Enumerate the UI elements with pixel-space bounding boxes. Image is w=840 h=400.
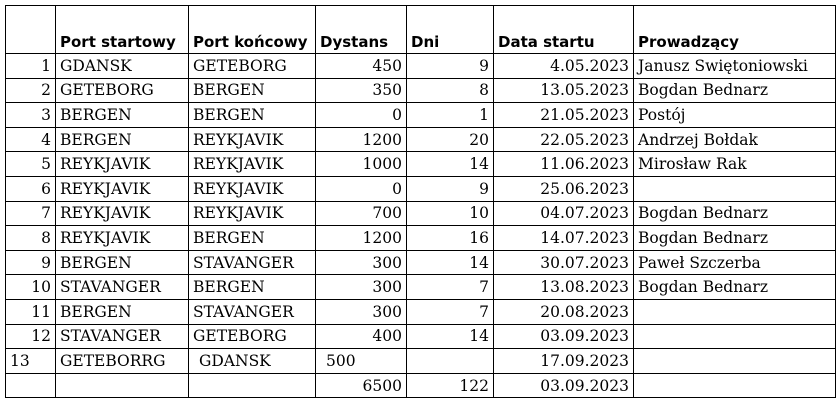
table-row: [6, 78, 836, 103]
cell-row-index: 1: [6, 54, 56, 79]
cell-days: 9: [407, 54, 494, 79]
cell-days: 14: [407, 152, 494, 177]
cell-distance: 300: [316, 299, 407, 324]
cell-row-index: 10: [6, 275, 56, 300]
cell-days: 14: [407, 250, 494, 275]
cell-start-date: 13.05.2023: [494, 78, 634, 103]
cell-start-port: GDANSK: [56, 54, 189, 79]
table-row: [6, 226, 836, 251]
cell-days: 20: [407, 127, 494, 152]
cell-start-date: 21.05.2023: [494, 103, 634, 128]
cell-days: 1: [407, 103, 494, 128]
cell-start-port: REYKJAVIK: [56, 201, 189, 226]
cell-start-port: REYKJAVIK: [56, 226, 189, 251]
cell-start-date: 4.05.2023: [494, 54, 634, 79]
cell-skipper: Mirosław Rak: [634, 152, 836, 177]
cell-skipper: [634, 324, 836, 349]
total-distance: 6500: [316, 373, 407, 398]
cell-start-date: 04.07.2023: [494, 201, 634, 226]
cell-start-port: BERGEN: [56, 250, 189, 275]
cell-end-port: STAVANGER: [189, 299, 316, 324]
total-days: 122: [407, 373, 494, 398]
cell-distance: 1200: [316, 127, 407, 152]
cell-row-index: 8: [6, 226, 56, 251]
cell-distance: 300: [316, 275, 407, 300]
cell-skipper: Paweł Szczerba: [634, 250, 836, 275]
cell-skipper: Bogdan Bednarz: [634, 78, 836, 103]
cell-row-index: 2: [6, 78, 56, 103]
header-skipper: Prowadzący: [634, 6, 836, 54]
cell-start-date: 20.08.2023: [494, 299, 634, 324]
header-days: Dni: [407, 6, 494, 54]
table-row: [6, 275, 836, 300]
cell-end-port: GETEBORG: [189, 54, 316, 79]
total-skipper: [634, 373, 836, 398]
cell-row-index: 7: [6, 201, 56, 226]
cell-start-port: BERGEN: [56, 103, 189, 128]
cell-days: 10: [407, 201, 494, 226]
cell-row-index: 13: [6, 349, 56, 374]
header-start-port: Port startowy: [56, 6, 189, 54]
cell-start-port: GETEBORRG: [56, 349, 189, 374]
total-start-port: [56, 373, 189, 398]
cell-days: 8: [407, 78, 494, 103]
cell-distance: 700: [316, 201, 407, 226]
cell-end-port: BERGEN: [189, 226, 316, 251]
cell-row-index: 9: [6, 250, 56, 275]
cell-distance: 0: [316, 176, 407, 201]
cell-start-date: 25.06.2023: [494, 176, 634, 201]
table-row: [6, 299, 836, 324]
cell-end-port: STAVANGER: [189, 250, 316, 275]
cell-row-index: 5: [6, 152, 56, 177]
cell-skipper: [634, 299, 836, 324]
cell-distance: 1000: [316, 152, 407, 177]
cell-distance: 0: [316, 103, 407, 128]
cell-days: 9: [407, 176, 494, 201]
table-row: [6, 349, 836, 374]
cell-start-date: 11.06.2023: [494, 152, 634, 177]
cell-start-port: STAVANGER: [56, 324, 189, 349]
cell-end-port: BERGEN: [189, 275, 316, 300]
table-row: [6, 176, 836, 201]
cell-start-port: REYKJAVIK: [56, 176, 189, 201]
cell-days: 7: [407, 299, 494, 324]
cell-distance: 450: [316, 54, 407, 79]
total-start-date: 03.09.2023: [494, 373, 634, 398]
header-row: [6, 6, 836, 54]
cell-start-port: GETEBORG: [56, 78, 189, 103]
total-row-index: [6, 373, 56, 398]
header-end-port: Port końcowy: [189, 6, 316, 54]
cell-end-port: REYKJAVIK: [189, 152, 316, 177]
cell-end-port: REYKJAVIK: [189, 176, 316, 201]
table-row: [6, 152, 836, 177]
table-row: [6, 127, 836, 152]
total-end-port: [189, 373, 316, 398]
voyage-table: [5, 5, 836, 398]
header-distance: Dystans: [316, 6, 407, 54]
cell-skipper: Andrzej Bołdak: [634, 127, 836, 152]
cell-start-date: 22.05.2023: [494, 127, 634, 152]
cell-skipper: [634, 176, 836, 201]
cell-row-index: 3: [6, 103, 56, 128]
table-row: [6, 201, 836, 226]
cell-skipper: Bogdan Bednarz: [634, 226, 836, 251]
cell-end-port: GETEBORG: [189, 324, 316, 349]
cell-start-port: STAVANGER: [56, 275, 189, 300]
cell-end-port: BERGEN: [189, 103, 316, 128]
cell-days: 16: [407, 226, 494, 251]
cell-start-date: 17.09.2023: [494, 349, 634, 374]
table-row: [6, 103, 836, 128]
cell-row-index: 4: [6, 127, 56, 152]
cell-distance: 300: [316, 250, 407, 275]
table-row: [6, 324, 836, 349]
cell-row-index: 11: [6, 299, 56, 324]
header-index: [6, 6, 56, 54]
table-row: [6, 54, 836, 79]
totals-row: [6, 373, 836, 398]
cell-days: 14: [407, 324, 494, 349]
cell-distance: 500: [316, 349, 407, 374]
cell-skipper: [634, 349, 836, 374]
cell-skipper: Bogdan Bednarz: [634, 275, 836, 300]
header-start-date: Data startu: [494, 6, 634, 54]
cell-start-port: REYKJAVIK: [56, 152, 189, 177]
cell-start-port: BERGEN: [56, 299, 189, 324]
cell-row-index: 6: [6, 176, 56, 201]
cell-row-index: 12: [6, 324, 56, 349]
cell-days: [407, 349, 494, 374]
cell-start-date: 30.07.2023: [494, 250, 634, 275]
cell-end-port: REYKJAVIK: [189, 127, 316, 152]
cell-distance: 400: [316, 324, 407, 349]
cell-end-port: BERGEN: [189, 78, 316, 103]
cell-start-date: 13.08.2023: [494, 275, 634, 300]
cell-start-date: 14.07.2023: [494, 226, 634, 251]
cell-start-port: BERGEN: [56, 127, 189, 152]
cell-distance: 1200: [316, 226, 407, 251]
cell-days: 7: [407, 275, 494, 300]
cell-skipper: Postój: [634, 103, 836, 128]
cell-end-port: GDANSK: [189, 349, 316, 374]
table-row: [6, 250, 836, 275]
cell-skipper: Bogdan Bednarz: [634, 201, 836, 226]
cell-start-date: 03.09.2023: [494, 324, 634, 349]
cell-skipper: Janusz Swiętoniowski: [634, 54, 836, 79]
cell-end-port: REYKJAVIK: [189, 201, 316, 226]
cell-distance: 350: [316, 78, 407, 103]
